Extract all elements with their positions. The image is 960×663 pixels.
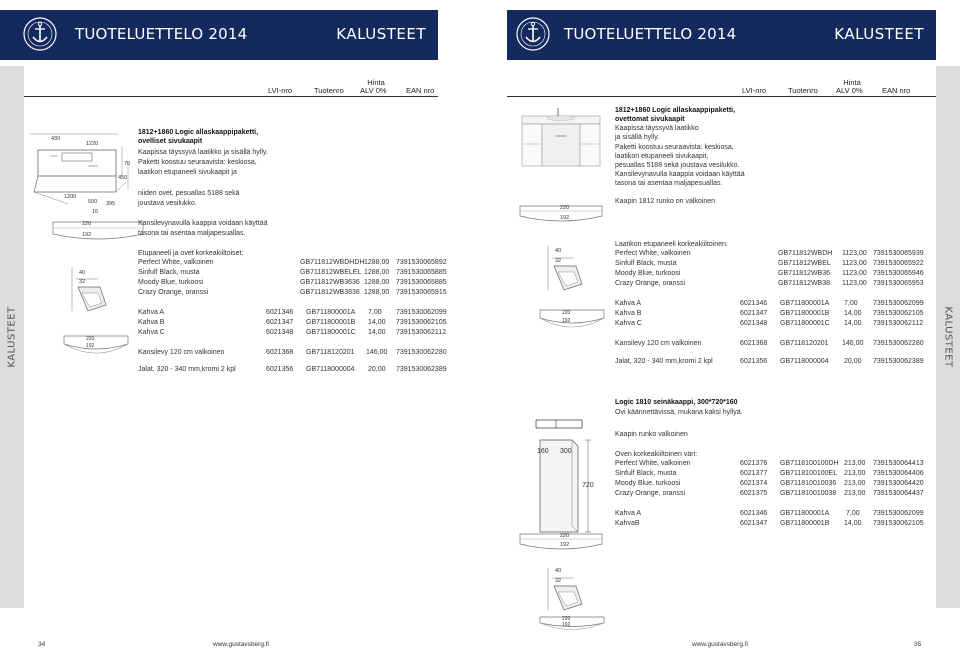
- product-desc-line: Kansilevynavulla kaappia voidaan käyttää: [615, 171, 745, 178]
- row-lvi: 6021356: [740, 358, 768, 365]
- section-sidebar: [0, 66, 24, 608]
- dim-label: 220: [562, 310, 571, 316]
- row-nro: GB711812WB3636: [300, 279, 360, 286]
- catalog-title: TUOTELUETTELO 2014: [75, 25, 248, 43]
- sidebar-label: KALUSTEET: [6, 306, 18, 368]
- product-desc-line: Paketti koostuu seuraavista: keskiosa,: [138, 159, 257, 166]
- row-ean: 7391530065946: [873, 270, 924, 277]
- product-title: 1812+1860 Logic allaskaappipaketti,: [138, 129, 259, 136]
- row-ean: 7391530064413: [873, 460, 924, 467]
- gustavsberg-anchor-logo-icon: [515, 16, 551, 52]
- row-lvi: 6021346: [740, 300, 768, 307]
- basin-top-drawing: [48, 218, 148, 244]
- product-body-note: Kaapin runko valkoinen: [615, 431, 688, 438]
- row-price: 213,00: [844, 490, 866, 497]
- dim-label: 1220: [86, 141, 99, 147]
- row-nro: GB711812WBDH: [778, 250, 833, 257]
- col-alv: ALV 0%: [836, 86, 863, 95]
- section-title: KALUSTEET: [834, 25, 924, 43]
- dim-label: 220: [560, 533, 570, 539]
- row-price: 146,00: [366, 349, 388, 356]
- basin-profile-drawing: [546, 566, 586, 614]
- dim-label: 720: [582, 482, 594, 489]
- product-desc-line: laatikon etupaneeli sivukaapit,: [615, 153, 709, 160]
- row-price: 213,00: [844, 470, 866, 477]
- row-nro: GB711812WB3838: [300, 289, 360, 296]
- section-subtitle: Oven korkeakiiltoinen väri:: [615, 451, 698, 458]
- product-subtitle: ovelliset sivukaapit: [138, 138, 203, 145]
- row-price: 14,00: [844, 310, 862, 317]
- shelf-drawing: [62, 332, 130, 362]
- dim-label: 16: [92, 209, 99, 215]
- row-price: 1288,00: [364, 269, 390, 276]
- dim-label: 40: [555, 568, 562, 574]
- dim-label: 300: [560, 448, 572, 455]
- row-ean: 7391530065939: [873, 250, 924, 257]
- section-subtitle: Laatikon etupaneeli korkeakiiltoinen:: [615, 241, 728, 248]
- page-number: 34: [38, 641, 46, 648]
- row-name: Sinfulf Black, musta: [138, 269, 200, 276]
- dim-label: 32: [79, 279, 86, 285]
- dim-label: 32: [555, 578, 562, 584]
- row-nro: GB7118100100DH: [780, 460, 839, 467]
- row-lvi: 6021347: [266, 319, 294, 326]
- wall-cabinet-drawing: [532, 414, 602, 534]
- row-ean: 7391530062389: [873, 358, 924, 365]
- row-name: Kahva A: [138, 309, 165, 316]
- product-desc-line: Kansilevynavulla kaappia voidaan käyttää: [138, 220, 268, 227]
- row-price: 146,00: [842, 340, 864, 347]
- row-nro: GB711800001B: [306, 319, 356, 326]
- row-name: Jalat, 320 - 340 mm,kromi 2 kpl: [615, 358, 713, 365]
- dim-label: 220: [86, 336, 95, 342]
- page-header: [0, 10, 438, 60]
- row-name: Kahva A: [615, 300, 642, 307]
- dim-label: 450: [118, 175, 128, 181]
- basin-profile-drawing: [546, 244, 586, 294]
- row-ean: 7391530064420: [873, 480, 924, 487]
- col-hinta: Hinta: [843, 78, 861, 87]
- row-name: Perfect White, valkoinen: [138, 259, 214, 266]
- shelf-drawing: [538, 614, 606, 636]
- row-price: 20,00: [368, 366, 386, 373]
- row-ean: 7391530062099: [396, 309, 447, 316]
- row-lvi: 6021347: [740, 520, 768, 527]
- row-name: Kahva B: [138, 319, 165, 326]
- row-price: 14,00: [844, 320, 862, 327]
- shelf-drawing: [538, 306, 606, 336]
- row-ean: 7391530065953: [873, 280, 924, 287]
- row-nro: GB711812WB38: [778, 280, 831, 287]
- row-ean: 7391530062112: [396, 329, 447, 336]
- row-name: Kansilevy 120 cm valkoinen: [615, 340, 702, 347]
- row-nro: GB711800001A: [780, 300, 830, 307]
- product-body-note: Kaapin 1812 runko on valkoinen: [615, 198, 716, 205]
- dim-label: 40: [79, 270, 86, 276]
- row-price: 1288,00: [364, 279, 390, 286]
- row-name: Kahva C: [138, 329, 165, 336]
- row-price: 1123,00: [842, 250, 867, 257]
- row-lvi: 6021374: [740, 480, 768, 487]
- right-page: [480, 0, 960, 663]
- row-price: 1123,00: [842, 270, 867, 277]
- dim-label: 192: [562, 622, 571, 628]
- row-nro: GB711810010036: [780, 480, 837, 487]
- row-nro: GB711800001A: [780, 510, 830, 517]
- product-desc-line: joustava vesilukko.: [138, 200, 197, 207]
- product-title: 1812+1860 Logic allaskaappipaketti,: [615, 107, 736, 114]
- row-ean: 7391530065885: [396, 269, 447, 276]
- row-nro: GB711812WB36: [778, 270, 831, 277]
- col-tuotenro: Tuotenro: [314, 86, 344, 95]
- row-nro: GB711810010038: [780, 490, 837, 497]
- dim-label: 70: [124, 161, 131, 167]
- row-price: 1288,00: [364, 289, 390, 296]
- product-desc-line: ja sisällä hylly.: [615, 134, 660, 141]
- row-name: Kahva C: [615, 320, 642, 327]
- row-nro: GB711812WBEL: [778, 260, 831, 267]
- dim-label: 192: [560, 215, 570, 221]
- product-desc-line: laatikon etupaneeli sivukaapit ja: [138, 169, 237, 176]
- col-ean: EAN nro: [882, 86, 911, 95]
- row-lvi: 6021377: [740, 470, 768, 477]
- row-lvi: 6021376: [740, 460, 768, 467]
- row-ean: 7391530062280: [396, 349, 447, 356]
- section-subtitle: Etupaneeli ja ovet korkeakiiltoiset:: [138, 250, 244, 257]
- section-title: KALUSTEET: [336, 25, 426, 43]
- row-price: 7,00: [368, 309, 382, 316]
- row-nro: GB711800001C: [306, 329, 356, 336]
- section-sidebar: [936, 66, 960, 608]
- basin-profile-drawing: [70, 265, 110, 315]
- row-ean: 7391530065885: [396, 279, 447, 286]
- row-ean: 7391530062105: [873, 520, 924, 527]
- row-nro: GB711800001B: [780, 520, 830, 527]
- row-name: Moody Blue, turkoosi: [138, 279, 204, 286]
- row-name: Sinfulf Black, musta: [615, 260, 677, 267]
- row-ean: 7391530062105: [873, 310, 924, 317]
- row-price: 7,00: [846, 510, 860, 517]
- gustavsberg-anchor-logo-icon: [22, 16, 58, 52]
- row-price: 14,00: [844, 520, 862, 527]
- product-desc-line: Paketti koostuu seuraavista: keskiosa,: [615, 144, 734, 151]
- row-lvi: 6021368: [740, 340, 768, 347]
- row-name: Moody Blue, turkoosi: [615, 480, 681, 487]
- row-lvi: 6021346: [266, 309, 294, 316]
- row-nro: GB7118000004: [780, 358, 829, 365]
- dim-label: 160: [537, 448, 549, 455]
- dim-label: 220: [562, 616, 571, 622]
- row-ean: 7391530062389: [396, 366, 447, 373]
- col-tuotenro: Tuotenro: [788, 86, 818, 95]
- row-nro: GB711812WBDHDH: [300, 259, 365, 266]
- dim-label: 395: [106, 201, 116, 207]
- row-nro: GB7118000004: [306, 366, 355, 373]
- row-name: Kahva B: [615, 310, 642, 317]
- header-rule: [24, 96, 438, 97]
- footer-url: www.gustavsberg.fi: [692, 641, 748, 648]
- dim-label: 192: [86, 343, 95, 349]
- dim-label: 1200: [64, 194, 77, 200]
- col-alv: ALV 0%: [360, 86, 387, 95]
- row-ean: 7391530065915: [396, 289, 447, 296]
- row-ean: 7391530062112: [873, 320, 924, 327]
- product-title: Logic 1810 seinäkaappi, 300*720*160: [615, 399, 738, 406]
- dim-label: 192: [562, 318, 571, 324]
- dim-label: 430: [51, 136, 61, 142]
- page-number: 35: [914, 641, 922, 648]
- row-name: Moody Blue, turkoosi: [615, 270, 681, 277]
- row-nro: GB7118120201: [780, 340, 829, 347]
- dim-label: 220: [82, 221, 92, 227]
- dim-label: 32: [555, 258, 562, 264]
- header-rule: [507, 96, 936, 97]
- row-nro: GB711812WBELEL: [300, 269, 362, 276]
- dim-label: 192: [560, 542, 570, 548]
- row-price: 213,00: [844, 480, 866, 487]
- row-lvi: 6021346: [740, 510, 768, 517]
- product-desc-line: Kaapissa täyssyvä laatikko: [615, 125, 699, 132]
- row-price: 14,00: [368, 329, 386, 336]
- page-header: [507, 10, 936, 60]
- dim-label: 220: [560, 205, 570, 211]
- catalog-title: TUOTELUETTELO 2014: [564, 25, 737, 43]
- row-price: 1123,00: [842, 260, 867, 267]
- product-desc-line: niiden ovet, pesuallas 5188 sekä: [138, 190, 240, 197]
- row-ean: 7391530064437: [873, 490, 924, 497]
- row-nro: GB7118120201: [306, 349, 355, 356]
- product-subtitle: Ovi käännettävissä, mukana kaksi hyllyä.: [615, 409, 743, 416]
- row-ean: 7391530065922: [873, 260, 924, 267]
- row-name: Crazy Orange, oranssi: [615, 490, 686, 497]
- row-ean: 7391530062099: [873, 300, 924, 307]
- row-price: 1123,00: [842, 280, 867, 287]
- col-hinta: Hinta: [367, 78, 385, 87]
- row-ean: 7391530062105: [396, 319, 447, 326]
- row-nro: GB711800001A: [306, 309, 356, 316]
- product-subtitle: ovettomat sivukaapit: [615, 116, 685, 123]
- row-name: Kahva A: [615, 510, 642, 517]
- row-lvi: 6021375: [740, 490, 768, 497]
- row-price: 213,00: [844, 460, 866, 467]
- row-name: Jalat, 320 - 340 mm,kromi 2 kpl: [138, 366, 236, 373]
- row-price: 1288,00: [364, 259, 390, 266]
- row-lvi: 6021356: [266, 366, 294, 373]
- dim-label: 40: [555, 248, 562, 254]
- product-desc-line: pesuallas 5188 sekä joustava vesilukko.: [615, 162, 740, 169]
- row-ean: 7391530062099: [873, 510, 924, 517]
- footer-url: www.gustavsberg.fi: [213, 641, 269, 648]
- row-price: 20,00: [844, 358, 862, 365]
- row-name: Crazy Orange, oranssi: [615, 280, 686, 287]
- row-name: Perfect White, valkoinen: [615, 250, 691, 257]
- row-price: 14,00: [368, 319, 386, 326]
- product-desc-line: tasona tai asentaa maljapesuallas.: [615, 180, 723, 187]
- product-desc-line: tasona tai asentaa maljapesuallas.: [138, 230, 246, 237]
- row-nro: GB711800001B: [780, 310, 830, 317]
- row-name: KahvaB: [615, 520, 640, 527]
- dim-label: 500: [88, 199, 98, 205]
- col-lvi: LVI-nro: [742, 86, 767, 95]
- row-name: Perfect White, valkoinen: [615, 460, 691, 467]
- col-lvi: LVI-nro: [268, 86, 293, 95]
- row-nro: GB7118100100EL: [780, 470, 838, 477]
- row-name: Sinfulf Black, musta: [615, 470, 677, 477]
- col-ean: EAN nro: [406, 86, 435, 95]
- row-nro: GB711800001C: [780, 320, 830, 327]
- sidebar-label: KALUSTEET: [942, 306, 954, 368]
- row-lvi: 6021348: [740, 320, 768, 327]
- row-name: Kansilevy 120 cm valkoinen: [138, 349, 225, 356]
- dim-label: 192: [82, 232, 92, 238]
- row-lvi: 6021348: [266, 329, 294, 336]
- row-ean: 7391530065892: [396, 259, 447, 266]
- open-cabinet-image: [516, 106, 606, 174]
- row-lvi: 6021368: [266, 349, 294, 356]
- row-ean: 7391530064406: [873, 470, 924, 477]
- row-lvi: 6021347: [740, 310, 768, 317]
- row-ean: 7391530062280: [873, 340, 924, 347]
- row-price: 7,00: [844, 300, 858, 307]
- row-name: Crazy Orange, oranssi: [138, 289, 209, 296]
- product-desc-line: Kaapissa täyssyvä laatikko ja sisällä hylly.: [138, 149, 268, 156]
